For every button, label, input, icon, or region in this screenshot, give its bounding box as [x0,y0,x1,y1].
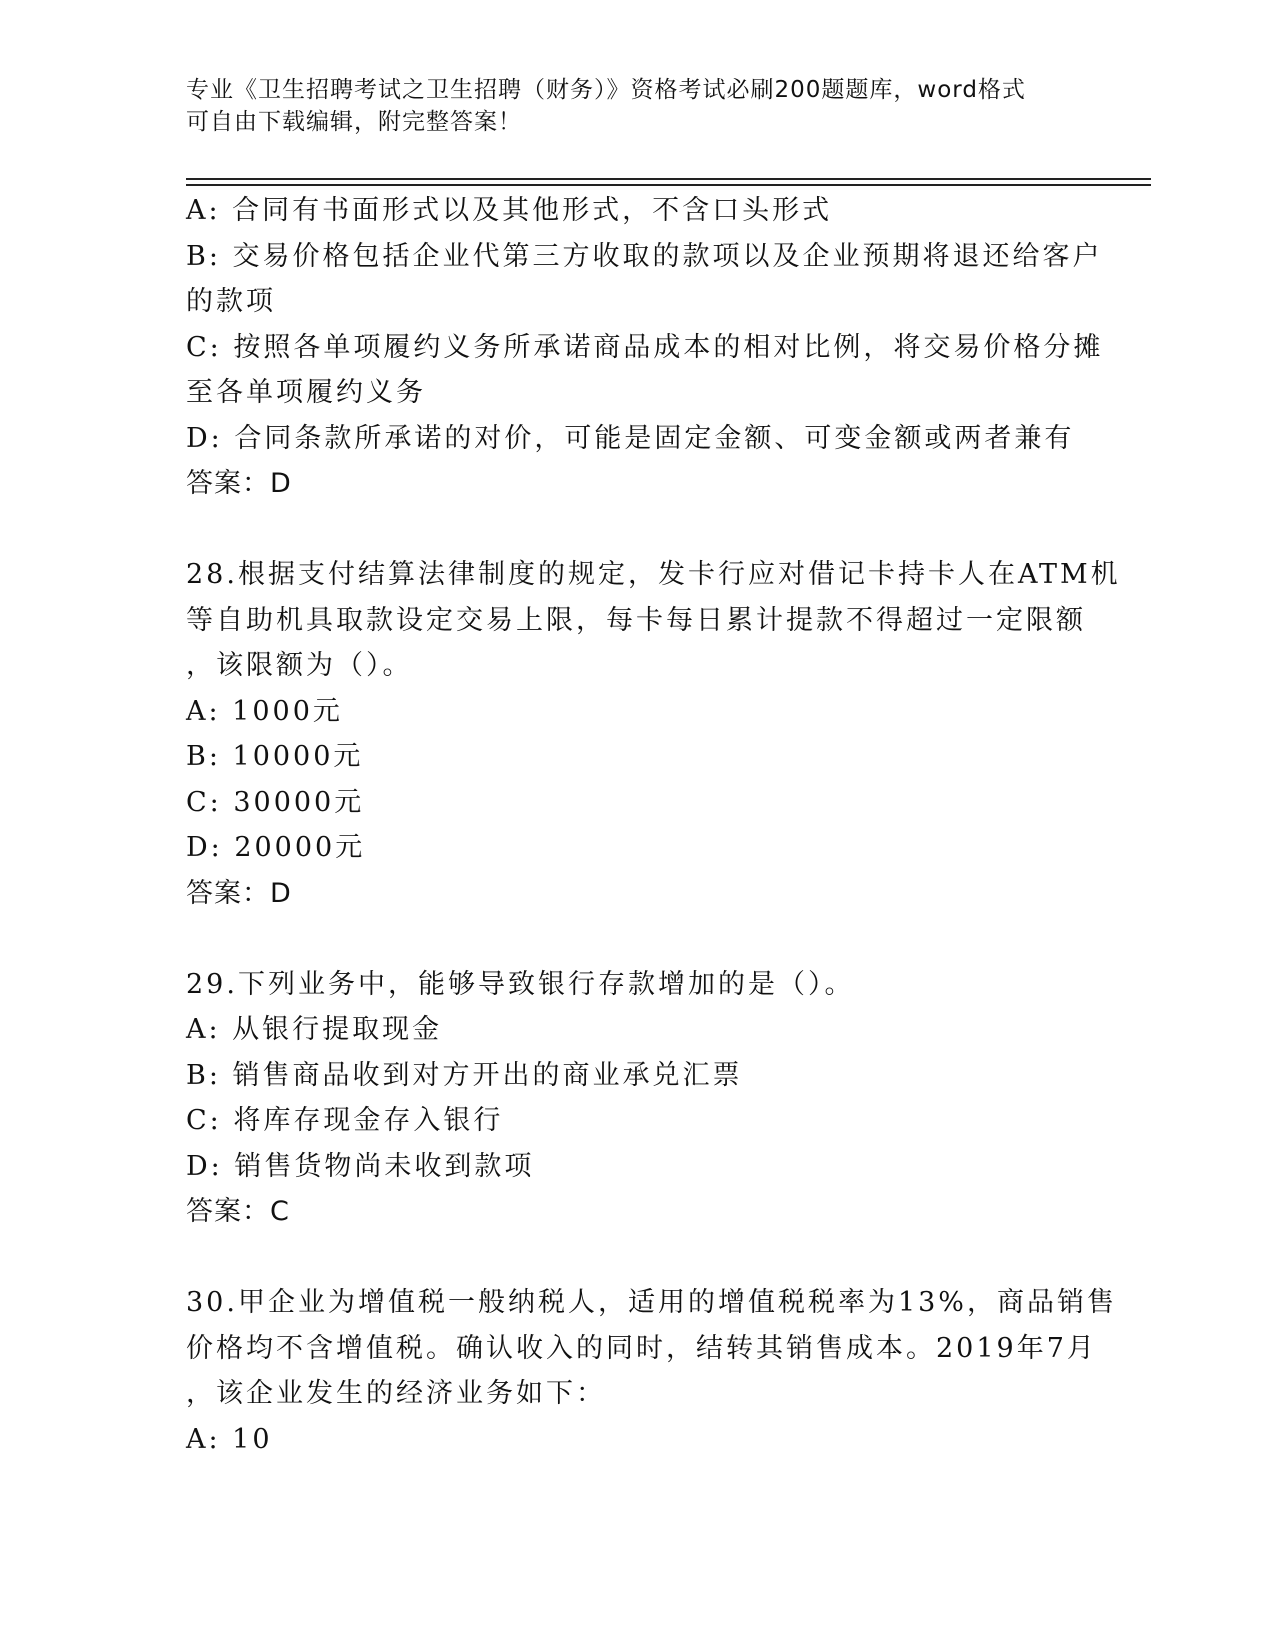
header-divider-top [186,178,1151,180]
q28-option-d: D: 20000元 [186,832,366,863]
q27-option-b-line-1: B: 交易价格包括企业代第三方收取的款项以及企业预期将退还给客户 [186,240,1103,272]
question-30 [186,1280,1117,1462]
question-28 [186,552,1121,916]
spacer [186,1235,1066,1281]
q30-stem-line-3: ，该企业发生的经济业务如下： [186,1378,606,1409]
q29-stem: 29.下列业务中，能够导致银行存款增加的是（）。 [186,968,855,1000]
q29-option-b: B: 销售商品收到对方开出的商业承兑汇票 [186,1059,743,1091]
question-29 [186,962,1066,1235]
header-title-line-1: 专业《卫生招聘考试之卫生招聘（财务）》资格考试必刷200题题库，word格式 [186,77,1026,103]
q27-option-c-line-2: 至各单项履约义务 [186,377,426,408]
header-divider-bottom [186,184,1151,186]
spacer [186,507,1066,553]
q28-stem-line-1: 28.根据支付结算法律制度的规定，发卡行应对借记卡持卡人在ATM机 [186,559,1121,590]
q28-option-b: B: 10000元 [186,741,364,772]
q28-option-c: C: 30000元 [186,786,365,818]
q28-stem-line-2: 等自助机具取款设定交易上限，每卡每日累计提款不得超过一定限额 [186,604,1086,636]
q29-answer: 答案：C [186,1196,290,1227]
q28-option-a: A: 1000元 [186,695,343,727]
q29-option-d: D: 销售货物尚未收到款项 [186,1150,535,1182]
q28-stem-line-3: ，该限额为（）。 [186,650,413,681]
header-title-line-2: 可自由下载编辑，附完整答案！ [186,109,522,135]
q27-option-c-line-1: C: 按照各单项履约义务所承诺商品成本的相对比例，将交易价格分摊 [186,331,1104,363]
q30-stem-line-2: 价格均不含增值税。确认收入的同时，结转其销售成本。2019年7月 [186,1332,1097,1364]
q27-option-d: D: 合同条款所承诺的对价，可能是固定金额、可变金额或两者兼有 [186,422,1075,454]
q29-option-a: A: 从银行提取现金 [186,1014,443,1045]
question-27 [186,188,1104,507]
document-header [186,74,1066,138]
q28-answer: 答案：D [186,877,292,909]
q27-option-b-line-2: 的款项 [186,286,276,317]
q30-stem-line-1: 30.甲企业为增值税一般纳税人，适用的增值税税率为13%，商品销售 [186,1287,1117,1318]
spacer [186,916,1066,962]
q27-option-a: A: 合同有书面形式以及其他形式，不含口头形式 [186,195,833,226]
q30-option-a: A: 10 [186,1423,273,1455]
q27-answer: 答案：D [186,468,292,499]
q29-option-c: C: 将库存现金存入银行 [186,1105,504,1136]
question-content [186,188,1121,1462]
